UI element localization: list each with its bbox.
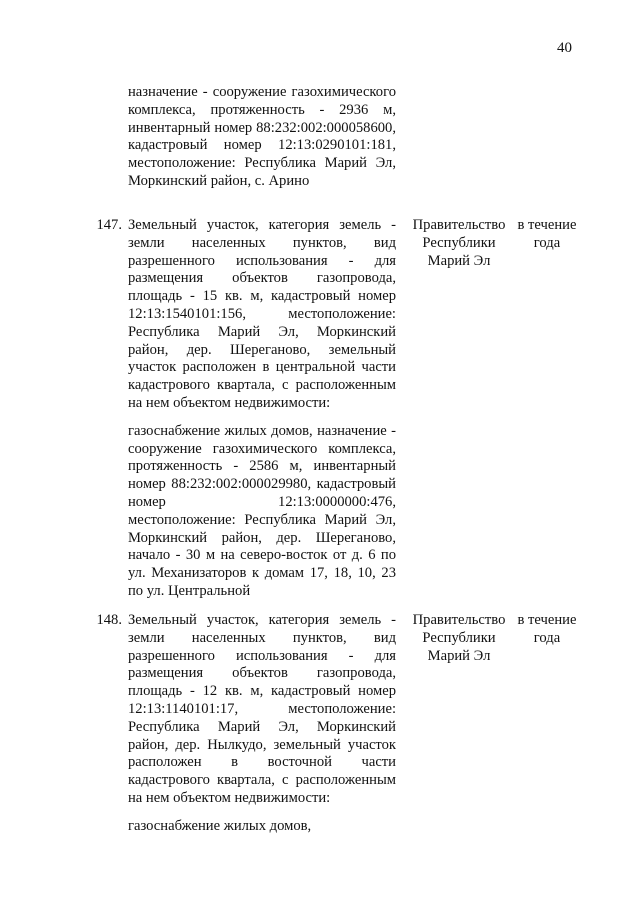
- continuation-text: назначение - сооружение газохимического комплекса, протяженность - 2936 м, инвентарный номер 88:232:002:000058600, кадастровый номер 12:13:0290101:181, местоположение: Республика Марий Эл, Моркинский район, с. Арино: [128, 84, 396, 189]
- item-description: [128, 612, 396, 836]
- item-executor: Правительство Республики Марий Эл: [412, 612, 506, 664]
- item-object-paragraph: газоснабжение жилых домов,: [128, 817, 312, 834]
- item-object-paragraph: газоснабжение жилых домов, назначение - сооружение газохимического комплекса, протяженность - 2586 м, инвентарный номер 88:232:002:000029980, кадастровый номер 12:13:0000000:476, местоположение: Республика Марий Эл, Моркинский район, дер. Шереганово, начало - 30 м на северо-восток от д. 6 по ул. Механизаторов к домам 17, 18, 10, 23 по ул. Центральной: [128, 422, 396, 599]
- item-term: в течение года: [517, 612, 577, 646]
- item-executor: Правительство Республики Марий Эл: [412, 217, 506, 269]
- item-number: 147.: [96, 217, 122, 233]
- item-number: 148.: [96, 612, 122, 628]
- item-description: [128, 217, 396, 601]
- item-term: в течение года: [517, 217, 577, 251]
- item-description-paragraph: Земельный участок, категория земель - земли населенных пунктов, вид разрешенного использования - для размещения объектов газопровода, площадь - 12 кв. м, кадастровый номер 12:13:1140101:17, местоположение: Республика Марий Эл, Моркинский район, дер. Нылкудо, земельный участок расположен в восточной части кадастрового квартала, с расположенным на нем объектом недвижимости:: [128, 612, 396, 806]
- page-number: 40: [557, 40, 572, 56]
- item-description-paragraph: Земельный участок, категория земель - земли населенных пунктов, вид разрешенного использования - для размещения объектов газопровода, площадь - 15 кв. м, кадастровый номер 12:13:1540101:156, местоположение: Республика Марий Эл, Моркинский район, дер. Шереганово, земельный участок расположен в центральной части кадастрового квартала, с расположенным на нем объектом недвижимости:: [128, 217, 396, 411]
- continuation-description: [128, 84, 396, 191]
